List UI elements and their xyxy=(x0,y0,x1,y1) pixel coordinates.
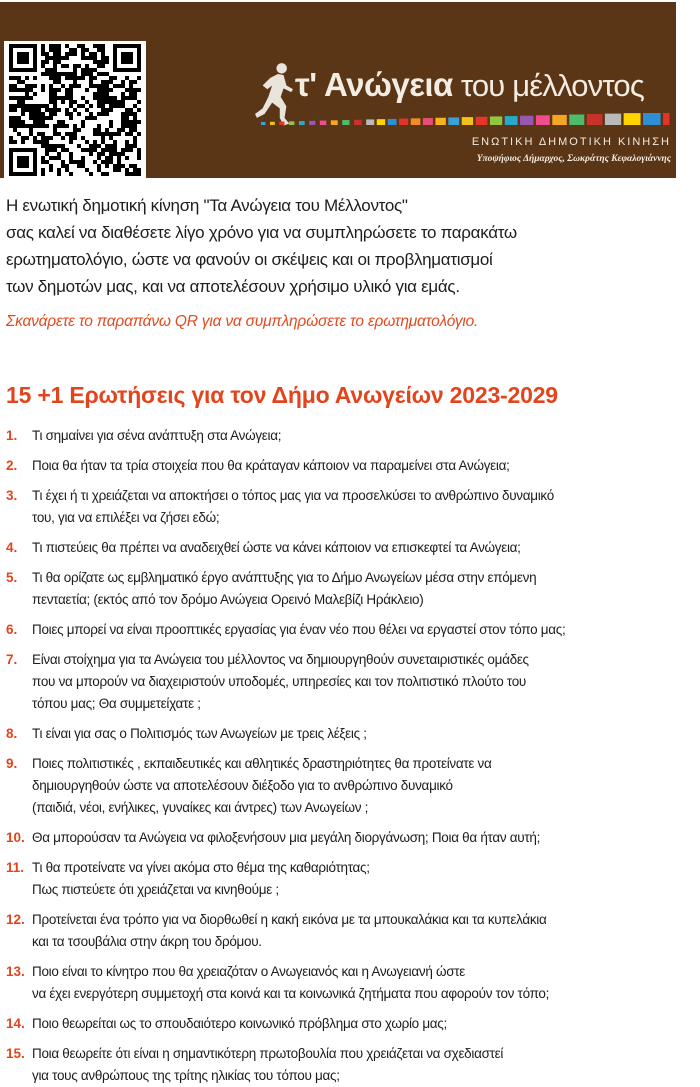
question-line: πενταετία; (εκτός από τον δρόμο Ανώγεια Ορεινό Μαλεβίζι Ηράκλειο) xyxy=(32,592,424,607)
movement-name: ΕΝΩΤΙΚΗ ΔΗΜΟΤΙΚΗ ΚΙΝΗΣΗ xyxy=(471,136,671,148)
rainbow-segment xyxy=(261,122,266,125)
rainbow-segment xyxy=(354,120,362,125)
question-line: να έχει ενεργότερη συμμετοχή στα κοινά και τα κοινωνικά ζητήματα που αφορούν τον τόπο; xyxy=(32,986,550,1001)
question-number: 2. xyxy=(6,458,18,473)
logo-title xyxy=(295,63,644,114)
question-line: Ποιες πολιτιστικές , εκπαιδευτικές και αθλητικές δραστηριότητες θα προτείνατε να xyxy=(32,756,492,771)
question-number: 4. xyxy=(6,540,18,555)
question-line: Ποια θεωρείτε ότι είναι η σημαντικότερη πρωτοβουλία που χρειάζεται να σχεδιαστεί xyxy=(32,1046,504,1061)
rainbow-segment xyxy=(536,115,550,125)
rainbow-segment xyxy=(289,121,294,125)
rainbow-segment xyxy=(569,114,584,125)
rainbow-segment xyxy=(490,116,502,125)
question-line: Τι είναι για σας ο Πολιτισμός των Ανωγείων με τρεις λέξεις ; xyxy=(32,726,367,741)
rainbow-segment xyxy=(377,119,385,125)
question-text xyxy=(32,827,692,849)
question-line: και τα τσουβάλια στην άκρη του δρόμου. xyxy=(32,934,262,949)
question-line: που να μπορούν να διαχειριστούν υποδομές, υπηρεσίες και τον πολιτιστικό πλούτο του xyxy=(32,674,527,689)
question-text xyxy=(32,649,692,715)
question-line: Είναι στοίχημα για τα Ανώγεια του μέλλοντος να δημιουργηθούν συνεταιριστικές ομάδες xyxy=(32,652,529,667)
campaign-logo xyxy=(255,57,673,177)
question-number: 15. xyxy=(6,1046,25,1061)
logo-title-light: του μέλλοντος xyxy=(460,68,644,103)
rainbow-segment xyxy=(270,122,275,125)
question-line: Τι σημαίνει για σένα ανάπτυξη στα Ανώγεια; xyxy=(32,428,282,443)
rainbow-segment xyxy=(331,120,338,125)
rainbow-segment xyxy=(587,114,603,125)
question-line: Ποιο θεωρείται ως το σπουδαιότερο κοινωνικό πρόβλημα στο χωρίο μας; xyxy=(32,1016,447,1031)
rainbow-segment xyxy=(399,119,408,125)
rainbow-segment xyxy=(423,118,433,125)
question-line: τόπου μας; Θα συμμετείχατε ; xyxy=(32,696,201,711)
rainbow-segment xyxy=(520,116,533,125)
question-number: 5. xyxy=(6,570,18,585)
question-line: για τους ανθρώπους της τρίτης ηλικίας του τόπου μας; xyxy=(32,1068,340,1083)
rainbow-stripe-icon xyxy=(261,113,671,127)
question-number: 10. xyxy=(6,830,25,845)
rainbow-segment xyxy=(643,113,661,125)
rainbow-segment xyxy=(448,117,459,125)
question-text xyxy=(32,425,692,447)
question-number: 8. xyxy=(6,726,18,741)
question-text xyxy=(32,485,692,529)
question-line: Ποιο είναι το κίνητρο που θα χρειαζόταν ο Ανωγειανός και η Ανωγειανή ώστε xyxy=(32,964,466,979)
qr-code-icon xyxy=(7,44,143,176)
rainbow-segment xyxy=(435,118,445,125)
question-line: του, για να επιλέξει να ζήσει εδώ; xyxy=(32,510,220,525)
question-text xyxy=(32,723,692,745)
intro-line: ερωτηματολόγιο, ώστε να φανούν οι σκέψεις και οι προβληματισμοί xyxy=(6,250,493,269)
questions-title: 15 +1 Ερωτήσεις για τον Δήμο Ανωγείων 2023-2029 xyxy=(6,382,558,408)
question-number: 14. xyxy=(6,1016,25,1031)
rainbow-segment xyxy=(663,113,669,125)
question-line: Θα μπορούσαν τα Ανώγεια να φιλοξενήσουν μια μεγάλη διοργάνωση; Ποια θα ήταν αυτή; xyxy=(32,830,541,845)
question-text xyxy=(32,1013,692,1035)
rainbow-segment xyxy=(476,117,488,125)
question-text xyxy=(32,753,692,819)
rainbow-segment xyxy=(624,113,641,125)
rainbow-segment xyxy=(279,122,284,125)
question-line: Τι θα προτείνατε να γίνει ακόμα στο θέμα της καθαριότητας; xyxy=(32,860,370,875)
rainbow-segment xyxy=(552,115,566,125)
rainbow-segment xyxy=(388,119,397,125)
rainbow-segment xyxy=(605,114,621,125)
question-text xyxy=(32,961,692,1005)
intro-paragraph xyxy=(6,192,692,300)
rainbow-segment xyxy=(342,120,349,125)
question-line: Τι πιστεύεις θα πρέπει να αναδειχθεί ώστε να κάνει κάποιον να επισκεφτεί τα Ανώγεια; xyxy=(32,540,521,555)
rainbow-segment xyxy=(366,119,374,125)
question-number: 6. xyxy=(6,622,18,637)
question-text xyxy=(32,455,692,477)
question-text xyxy=(32,1043,692,1087)
question-text xyxy=(32,909,692,953)
intro-line: των δημοτών μας, και να αποτελέσουν χρήσιμο υλικό για εμάς. xyxy=(6,277,460,296)
question-number: 12. xyxy=(6,912,25,927)
question-number: 3. xyxy=(6,488,18,503)
question-line: Προτείνεται ένα τρόπο για να διορθωθεί η κακή εικόνα με τα μπουκαλάκια και τα κυπελάκια xyxy=(32,912,547,927)
question-number: 7. xyxy=(6,652,18,667)
question-number: 11. xyxy=(6,860,25,875)
rainbow-segment xyxy=(411,118,421,125)
candidate-name: Υποψήφιος Δήμαρχος, Σωκράτης Κεφαλογιάννης xyxy=(476,154,671,164)
question-text xyxy=(32,567,692,611)
qr-code[interactable] xyxy=(4,41,146,179)
rainbow-segment xyxy=(299,121,305,125)
question-line: Τι έχει ή τι χρειάζεται να αποκτήσει ο τόπος μας για να προσελκύσει το ανθρώπινο δυναμικό xyxy=(32,488,554,503)
intro-line: σας καλεί να διαθέσετε λίγο χρόνο για να συμπληρώσετε το παρακάτω xyxy=(6,223,517,242)
question-number: 13. xyxy=(6,964,25,979)
logo-title-bold: τ' Ανώγεια xyxy=(295,66,453,103)
question-line: Τι θα ορίζατε ως εμβληματικό έργο ανάπτυξης για το Δήμο Ανωγείων μέσα στην επόμενη xyxy=(32,570,537,585)
question-text xyxy=(32,537,692,559)
question-line: (παιδιά, νέοι, ενήλικες, γυναίκες και άντρες) των Ανωγείων ; xyxy=(32,800,369,815)
question-line: δημιουργηθούν ώστε να αποτελέσουν διέξοδο για το ανθρώπινο δυναμικό xyxy=(32,778,453,793)
scan-qr-instruction: Σκανάρετε το παραπάνω QR για να συμπληρώσετε το ερωτηματολόγιο. xyxy=(6,313,479,330)
intro-line: Η ενωτική δημοτική κίνηση "Τα Ανώγεια του Μέλλοντος" xyxy=(6,196,408,215)
rainbow-segment xyxy=(320,121,327,125)
question-line: Ποιες μπορεί να είναι προοπτικές εργασίας για έναν νέο που θέλει να εργαστεί στον τόπο μας; xyxy=(32,622,566,637)
rainbow-segment xyxy=(505,116,518,125)
campaign-header-banner xyxy=(0,2,676,178)
question-line: Ποια θα ήταν τα τρία στοιχεία που θα κράταγαν κάποιον να παραμείνει στα Ανώγεια; xyxy=(32,458,510,473)
question-text xyxy=(32,619,692,641)
question-number: 1. xyxy=(6,428,18,443)
question-number: 9. xyxy=(6,756,18,771)
rainbow-segment xyxy=(309,121,315,125)
question-line: Πως πιστεύετε ότι χρειάζεται να κινηθούμε ; xyxy=(32,882,279,897)
question-text xyxy=(32,857,692,901)
rainbow-segment xyxy=(462,117,473,125)
